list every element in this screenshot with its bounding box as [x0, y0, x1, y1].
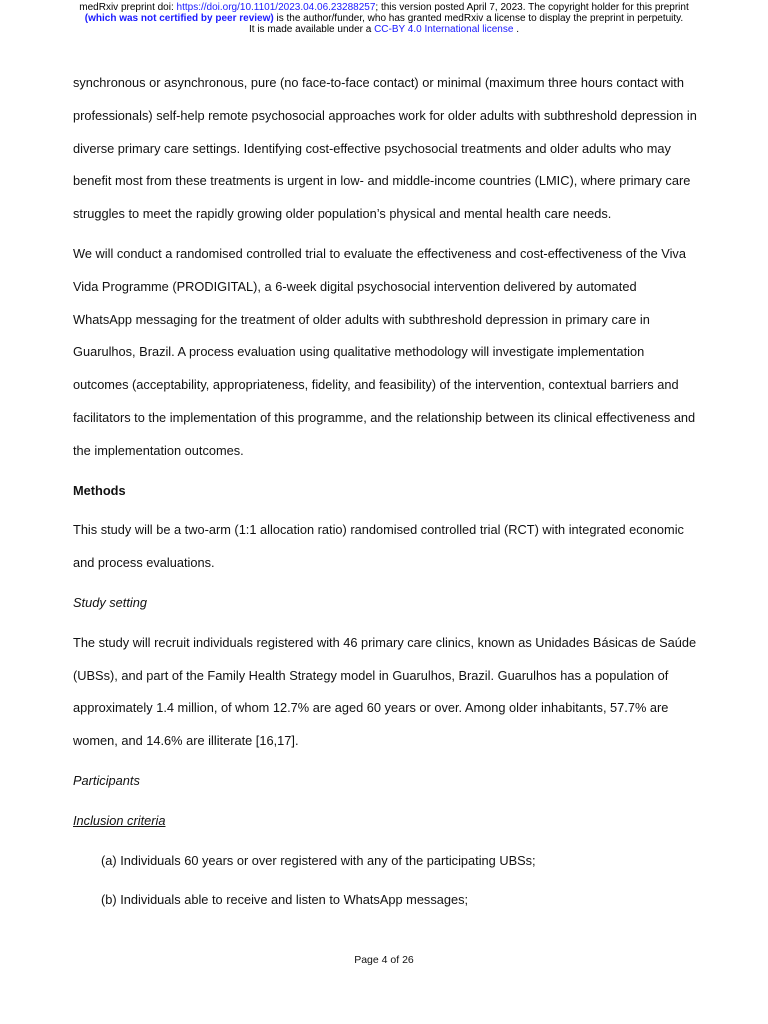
license-statement: is the author/funder, who has granted medRxiv a license to display the preprint in perpetuity.	[273, 13, 684, 24]
page-number: Page 4 of 26	[354, 954, 414, 966]
intro-paragraph: synchronous or asynchronous, pure (no face-to-face contact) or minimal (maximum three hours contact with professionals) self-help remote psychosocial approaches work for older adults with subthreshold depression in diverse primary care settings. Identifying cost-effective psychosocial treatments and older adults who may benefit most from these treatments is urgent in low- and middle-income countries (LMIC), where primary care struggles to meet the rapidly growing older population’s physical and mental health care needs.	[73, 75, 697, 222]
preprint-header	[0, 2, 768, 35]
methods-heading: Methods	[73, 482, 126, 498]
criterion-b: (b) Individuals able to receive and listen to WhatsApp messages;	[101, 892, 469, 908]
methods-paragraph: This study will be a two-arm (1:1 allocation ratio) randomised controlled trial (RCT) with integrated economic and process evaluations.	[73, 522, 684, 571]
header-line-1	[0, 2, 768, 13]
page-body	[73, 67, 698, 917]
criterion-a: (a) Individuals 60 years or over registered with any of the participating UBSs;	[101, 852, 536, 868]
doi-link[interactable]: https://doi.org/10.1101/2023.04.06.23288257	[176, 2, 376, 13]
header-doi-prefix: medRxiv preprint doi:	[79, 2, 177, 13]
license-link[interactable]: CC-BY 4.0 International license	[374, 24, 514, 35]
license-suffix: .	[513, 24, 519, 35]
participants-heading: Participants	[73, 772, 140, 788]
inclusion-criteria-heading: Inclusion criteria	[73, 812, 166, 828]
license-prefix: It is made available under a	[249, 24, 375, 35]
study-setting-heading: Study setting	[73, 594, 147, 610]
study-setting-paragraph: The study will recruit individuals registered with 46 primary care clinics, known as Unidades Básicas de Saúde (UBSs), and part of the Family Health Strategy model in Guarulhos, Brazil. Guarulhos has a population of approximately 1.4 million, of whom 12.7% are aged 60 years or over. Among older inhabitants, 57.7% are women, and 14.6% are illiterate [16,17].	[73, 634, 697, 749]
header-line-3	[0, 24, 768, 35]
trial-paragraph: We will conduct a randomised controlled trial to evaluate the effectiveness and cost-effectiveness of the Viva Vida Programme (PRODIGITAL), a 6-week digital psychosocial intervention delivered by automated WhatsApp messaging for the treatment of older adults with subthreshold depression in primary care in Guarulhos, Brazil. A process evaluation using qualitative methodology will investigate implementation outcomes (acceptability, appropriateness, fidelity, and feasibility) of the intervention, contextual barriers and facilitators to the implementation of this programme, and the relationship between its clinical effectiveness and the implementation outcomes.	[73, 245, 696, 458]
peer-review-notice: (which was not certified by peer review)	[84, 13, 274, 24]
header-line-2	[0, 13, 768, 24]
header-version-text: ; this version posted April 7, 2023. The copyright holder for this preprint	[375, 2, 689, 13]
